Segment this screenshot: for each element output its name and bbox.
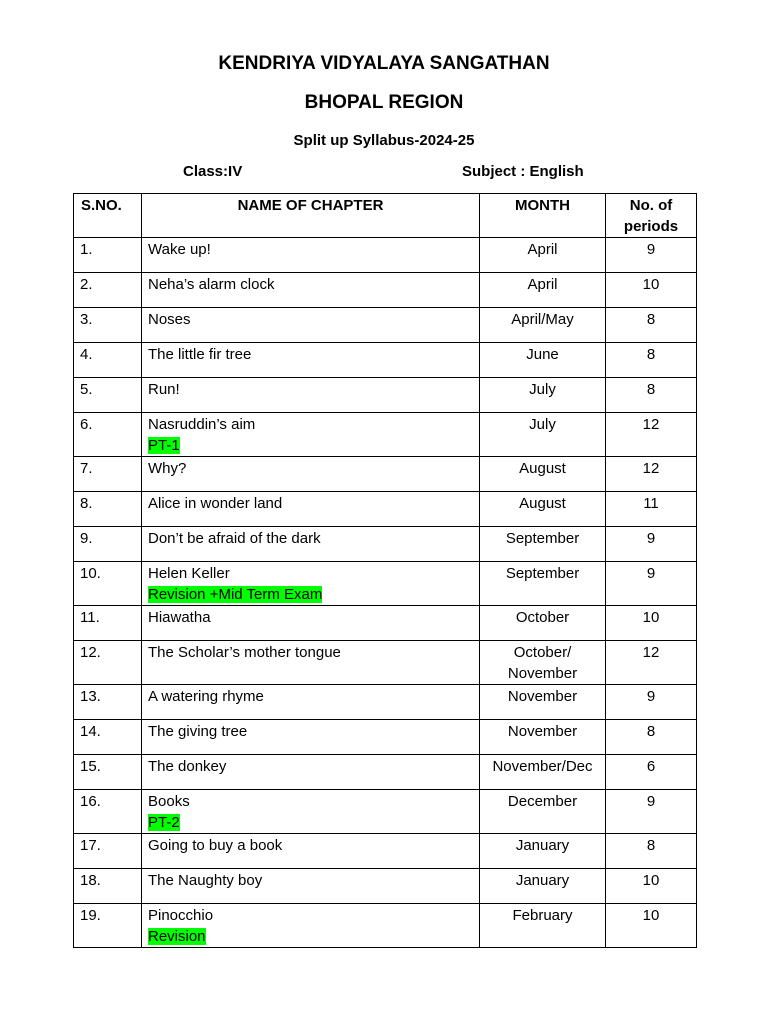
row-chapter-name: Why? bbox=[148, 460, 187, 477]
syllabus-title: Split up Syllabus-2024-25 bbox=[293, 132, 475, 149]
row-chapter-name: Books bbox=[148, 793, 190, 810]
row-month: September bbox=[480, 562, 606, 606]
row-month: April bbox=[480, 238, 606, 273]
row-sno: 1. bbox=[74, 238, 142, 273]
table-row bbox=[74, 606, 697, 641]
row-sno: 7. bbox=[74, 457, 142, 492]
table-row bbox=[74, 562, 697, 606]
row-highlight-note: Revision bbox=[148, 928, 206, 945]
row-sno: 15. bbox=[74, 755, 142, 790]
row-sno: 12. bbox=[74, 641, 142, 685]
row-chapter-name: Hiawatha bbox=[148, 609, 211, 626]
row-periods: 12 bbox=[606, 413, 697, 457]
row-chapter-cell bbox=[142, 562, 480, 606]
row-chapter-cell bbox=[142, 308, 480, 343]
table-row bbox=[74, 413, 697, 457]
row-periods: 10 bbox=[606, 904, 697, 948]
row-sno: 5. bbox=[74, 378, 142, 413]
row-chapter-name: Going to buy a book bbox=[148, 837, 283, 854]
row-month: April/May bbox=[480, 308, 606, 343]
row-month: January bbox=[480, 869, 606, 904]
row-month: August bbox=[480, 492, 606, 527]
row-periods: 8 bbox=[606, 834, 697, 869]
row-chapter-name: The Scholar’s mother tongue bbox=[148, 644, 341, 661]
row-month: October/ November bbox=[480, 641, 606, 685]
row-month: September bbox=[480, 527, 606, 562]
row-sno: 3. bbox=[74, 308, 142, 343]
row-chapter-name: Nasruddin’s aim bbox=[148, 416, 256, 433]
subject-label: Subject : English bbox=[462, 163, 584, 180]
row-month: November/Dec bbox=[480, 755, 606, 790]
table-row bbox=[74, 343, 697, 378]
table-body bbox=[74, 238, 697, 948]
column-header-periods: No. of periods bbox=[606, 194, 697, 238]
row-month: December bbox=[480, 790, 606, 834]
row-periods: 9 bbox=[606, 685, 697, 720]
row-sno: 4. bbox=[74, 343, 142, 378]
table-row bbox=[74, 641, 697, 685]
row-chapter-name: Noses bbox=[148, 311, 191, 328]
row-chapter-cell bbox=[142, 904, 480, 948]
row-chapter-cell bbox=[142, 492, 480, 527]
row-chapter-name: The giving tree bbox=[148, 723, 248, 740]
row-chapter-cell bbox=[142, 413, 480, 457]
row-month: February bbox=[480, 904, 606, 948]
row-month: November bbox=[480, 685, 606, 720]
row-sno: 2. bbox=[74, 273, 142, 308]
table-row bbox=[74, 834, 697, 869]
row-periods: 10 bbox=[606, 606, 697, 641]
table-row bbox=[74, 238, 697, 273]
row-periods: 8 bbox=[606, 308, 697, 343]
row-chapter-name: Pinocchio bbox=[148, 907, 214, 924]
row-month: October bbox=[480, 606, 606, 641]
row-chapter-name: Alice in wonder land bbox=[148, 495, 283, 512]
row-month: November bbox=[480, 720, 606, 755]
row-chapter-name: Neha’s alarm clock bbox=[148, 276, 275, 293]
row-month: July bbox=[480, 378, 606, 413]
row-periods: 9 bbox=[606, 562, 697, 606]
column-header-chapter: NAME OF CHAPTER bbox=[142, 194, 480, 238]
row-month: June bbox=[480, 343, 606, 378]
table-row bbox=[74, 308, 697, 343]
row-chapter-cell bbox=[142, 378, 480, 413]
row-periods: 9 bbox=[606, 238, 697, 273]
row-sno: 10. bbox=[74, 562, 142, 606]
table-header-row bbox=[74, 194, 697, 238]
row-chapter-cell bbox=[142, 457, 480, 492]
row-chapter-name: The donkey bbox=[148, 758, 227, 775]
row-month: July bbox=[480, 413, 606, 457]
table-row bbox=[74, 273, 697, 308]
organization-title: KENDRIYA VIDYALAYA SANGATHAN bbox=[218, 53, 550, 74]
column-header-month: MONTH bbox=[480, 194, 606, 238]
row-periods: 9 bbox=[606, 790, 697, 834]
column-header-sno: S.NO. bbox=[74, 194, 142, 238]
row-periods: 10 bbox=[606, 273, 697, 308]
syllabus-table bbox=[73, 193, 697, 948]
row-periods: 9 bbox=[606, 527, 697, 562]
row-month: April bbox=[480, 273, 606, 308]
row-chapter-cell bbox=[142, 869, 480, 904]
row-chapter-cell bbox=[142, 273, 480, 308]
row-chapter-cell bbox=[142, 834, 480, 869]
row-highlight-note: PT-1 bbox=[148, 437, 180, 454]
table-row bbox=[74, 755, 697, 790]
row-periods: 12 bbox=[606, 457, 697, 492]
row-periods: 8 bbox=[606, 378, 697, 413]
row-chapter-cell bbox=[142, 641, 480, 685]
row-chapter-cell bbox=[142, 238, 480, 273]
row-periods: 12 bbox=[606, 641, 697, 685]
row-periods: 10 bbox=[606, 869, 697, 904]
row-chapter-cell bbox=[142, 790, 480, 834]
row-chapter-cell bbox=[142, 685, 480, 720]
row-sno: 14. bbox=[74, 720, 142, 755]
region-title: BHOPAL REGION bbox=[304, 92, 464, 113]
row-periods: 8 bbox=[606, 343, 697, 378]
row-periods: 8 bbox=[606, 720, 697, 755]
row-periods: 6 bbox=[606, 755, 697, 790]
row-sno: 17. bbox=[74, 834, 142, 869]
row-month: January bbox=[480, 834, 606, 869]
table-row bbox=[74, 720, 697, 755]
row-sno: 16. bbox=[74, 790, 142, 834]
table-row bbox=[74, 457, 697, 492]
table-row bbox=[74, 790, 697, 834]
table-row bbox=[74, 492, 697, 527]
row-chapter-cell bbox=[142, 606, 480, 641]
row-chapter-cell bbox=[142, 343, 480, 378]
row-chapter-name: Helen Keller bbox=[148, 565, 230, 582]
row-highlight-note: PT-2 bbox=[148, 814, 180, 831]
row-chapter-cell bbox=[142, 527, 480, 562]
row-chapter-cell bbox=[142, 720, 480, 755]
table-row bbox=[74, 904, 697, 948]
table-row bbox=[74, 527, 697, 562]
table-row bbox=[74, 378, 697, 413]
row-chapter-name: Don’t be afraid of the dark bbox=[148, 530, 321, 547]
row-chapter-name: A watering rhyme bbox=[148, 688, 264, 705]
row-sno: 19. bbox=[74, 904, 142, 948]
row-sno: 18. bbox=[74, 869, 142, 904]
row-month: August bbox=[480, 457, 606, 492]
table-row bbox=[74, 869, 697, 904]
row-chapter-cell bbox=[142, 755, 480, 790]
row-sno: 6. bbox=[74, 413, 142, 457]
row-chapter-name: The Naughty boy bbox=[148, 872, 263, 889]
class-label: Class:IV bbox=[183, 163, 243, 180]
row-chapter-name: Wake up! bbox=[148, 241, 211, 258]
row-sno: 13. bbox=[74, 685, 142, 720]
row-sno: 8. bbox=[74, 492, 142, 527]
row-sno: 9. bbox=[74, 527, 142, 562]
row-sno: 11. bbox=[74, 606, 142, 641]
row-highlight-note: Revision +Mid Term Exam bbox=[148, 586, 323, 603]
row-chapter-name: Run! bbox=[148, 381, 180, 398]
row-periods: 11 bbox=[606, 492, 697, 527]
row-chapter-name: The little fir tree bbox=[148, 346, 252, 363]
table-row bbox=[74, 685, 697, 720]
